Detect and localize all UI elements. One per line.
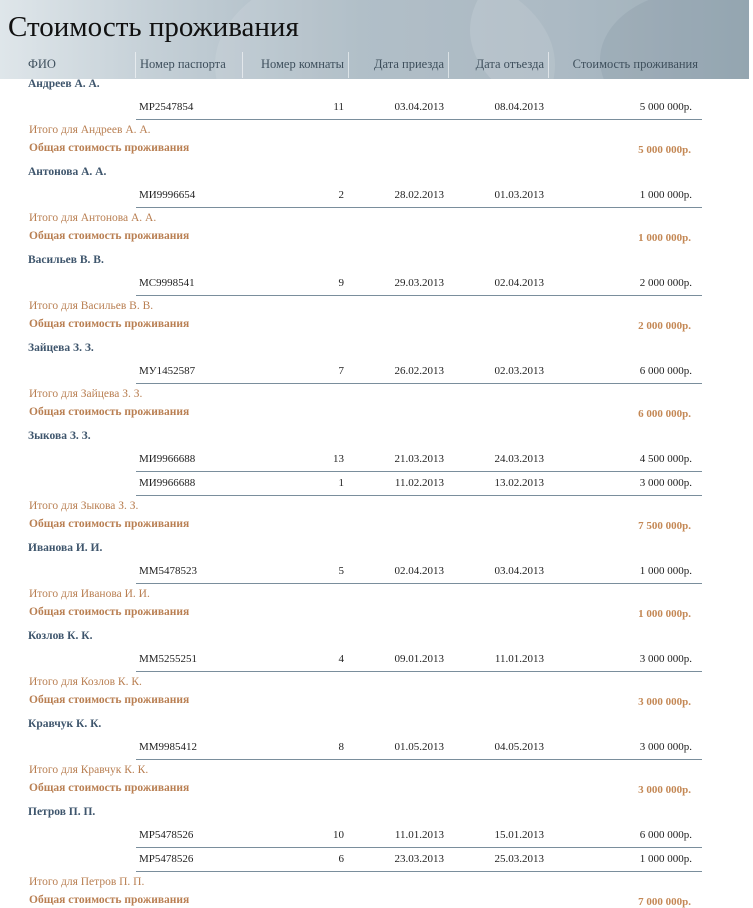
- row-divider: [136, 759, 702, 760]
- passport-number: МР2547854: [139, 101, 194, 113]
- group-summary: Итого для Андреев А. А.: [29, 124, 151, 136]
- departure-date: 24.03.2013: [494, 453, 544, 465]
- group-name: Антонова А. А.: [28, 166, 107, 178]
- total-label: Общая стоимость проживания: [29, 894, 190, 906]
- passport-number: МИ9996654: [139, 189, 196, 201]
- room-number: 4: [338, 653, 344, 665]
- arrival-date: 26.02.2013: [394, 365, 444, 377]
- group-name: Андреев А. А.: [28, 78, 100, 90]
- arrival-date: 01.05.2013: [394, 741, 444, 753]
- departure-date: 01.03.2013: [494, 189, 544, 201]
- group-total: 1 000 000р.: [638, 232, 691, 244]
- stay-cost: 4 500 000р.: [639, 453, 692, 465]
- row-divider: [136, 383, 702, 384]
- passport-number: ММ9985412: [139, 741, 198, 753]
- arrival-date: 29.03.2013: [394, 277, 444, 289]
- group-summary: Итого для Иванова И. И.: [29, 588, 150, 600]
- group-total: 3 000 000р.: [638, 784, 691, 796]
- passport-number: МУ1452587: [139, 365, 196, 377]
- column-header-row: [0, 52, 749, 78]
- stay-cost: 6 000 000р.: [639, 365, 692, 377]
- passport-number: ММ5478523: [139, 565, 198, 577]
- arrival-date: 23.03.2013: [394, 853, 444, 865]
- room-number: 2: [338, 189, 344, 201]
- room-number: 5: [338, 565, 344, 577]
- passport-number: МР5478526: [139, 853, 194, 865]
- room-number: 10: [333, 829, 344, 841]
- total-label: Общая стоимость проживания: [29, 406, 190, 418]
- arrival-date: 03.04.2013: [394, 101, 444, 113]
- room-number: 1: [338, 477, 344, 489]
- row-divider: [136, 871, 702, 872]
- group-summary: Итого для Васильев В. В.: [29, 300, 154, 312]
- column-header-cost: Стоимость проживания: [548, 52, 702, 78]
- stay-cost: 2 000 000р.: [639, 277, 692, 289]
- stay-cost: 6 000 000р.: [639, 829, 692, 841]
- departure-date: 08.04.2013: [494, 101, 544, 113]
- arrival-date: 02.04.2013: [394, 565, 444, 577]
- room-number: 8: [338, 741, 344, 753]
- room-number: 7: [338, 365, 344, 377]
- passport-number: МР5478526: [139, 829, 194, 841]
- departure-date: 02.03.2013: [494, 365, 544, 377]
- arrival-date: 11.02.2013: [394, 477, 444, 489]
- total-label: Общая стоимость проживания: [29, 606, 190, 618]
- group-summary: Итого для Петров П. П.: [29, 876, 145, 888]
- room-number: 11: [333, 101, 344, 113]
- departure-date: 02.04.2013: [494, 277, 544, 289]
- arrival-date: 09.01.2013: [394, 653, 444, 665]
- column-header-departure: Дата отъезда: [448, 52, 548, 78]
- group-name: Козлов К. К.: [28, 630, 93, 642]
- arrival-date: 11.01.2013: [394, 829, 444, 841]
- group-name: Зайцева З. З.: [28, 342, 94, 354]
- group-total: 5 000 000р.: [638, 144, 691, 156]
- column-header-arrival: Дата приезда: [348, 52, 448, 78]
- room-number: 13: [333, 453, 344, 465]
- group-summary: Итого для Козлов К. К.: [29, 676, 142, 688]
- departure-date: 03.04.2013: [494, 565, 544, 577]
- row-divider: [136, 207, 702, 208]
- stay-cost: 1 000 000р.: [639, 853, 692, 865]
- group-total: 7 500 000р.: [638, 520, 691, 532]
- stay-cost: 3 000 000р.: [639, 477, 692, 489]
- column-header-passport: Номер паспорта: [135, 52, 247, 78]
- group-name: Петров П. П.: [28, 806, 96, 818]
- group-name: Кравчук К. К.: [28, 718, 102, 730]
- room-number: 6: [338, 853, 344, 865]
- total-label: Общая стоимость проживания: [29, 318, 190, 330]
- stay-cost: 3 000 000р.: [639, 653, 692, 665]
- row-divider: [136, 671, 702, 672]
- passport-number: МС9998541: [139, 277, 195, 289]
- arrival-date: 28.02.2013: [394, 189, 444, 201]
- group-summary: Итого для Зыкова З. З.: [29, 500, 139, 512]
- total-label: Общая стоимость проживания: [29, 230, 190, 242]
- group-summary: Итого для Антонова А. А.: [29, 212, 157, 224]
- row-divider: [136, 847, 702, 848]
- group-name: Зыкова З. З.: [28, 430, 91, 442]
- stay-cost: 1 000 000р.: [639, 189, 692, 201]
- group-total: 2 000 000р.: [638, 320, 691, 332]
- group-total: 7 000 000р.: [638, 896, 691, 908]
- group-name: Иванова И. И.: [28, 542, 103, 554]
- column-header-room: Номер комнаты: [242, 52, 348, 78]
- stay-cost: 1 000 000р.: [639, 565, 692, 577]
- departure-date: 25.03.2013: [494, 853, 544, 865]
- group-summary: Итого для Кравчук К. К.: [29, 764, 149, 776]
- group-total: 3 000 000р.: [638, 696, 691, 708]
- group-summary: Итого для Зайцева З. З.: [29, 388, 143, 400]
- stay-cost: 3 000 000р.: [639, 741, 692, 753]
- departure-date: 04.05.2013: [494, 741, 544, 753]
- group-total: 6 000 000р.: [638, 408, 691, 420]
- total-label: Общая стоимость проживания: [29, 142, 190, 154]
- arrival-date: 21.03.2013: [394, 453, 444, 465]
- row-divider: [136, 471, 702, 472]
- row-divider: [136, 295, 702, 296]
- group-total: 1 000 000р.: [638, 608, 691, 620]
- passport-number: МИ9966688: [139, 453, 196, 465]
- passport-number: ММ5255251: [139, 653, 198, 665]
- row-divider: [136, 119, 702, 120]
- departure-date: 11.01.2013: [494, 653, 544, 665]
- total-label: Общая стоимость проживания: [29, 694, 190, 706]
- column-header-fio: ФИО: [28, 57, 56, 71]
- group-name: Васильев В. В.: [28, 254, 104, 266]
- departure-date: 13.02.2013: [494, 477, 544, 489]
- report-title: Стоимость проживания: [8, 11, 299, 43]
- row-divider: [136, 495, 702, 496]
- total-label: Общая стоимость проживания: [29, 518, 190, 530]
- total-label: Общая стоимость проживания: [29, 782, 190, 794]
- row-divider: [136, 583, 702, 584]
- departure-date: 15.01.2013: [494, 829, 544, 841]
- room-number: 9: [338, 277, 344, 289]
- passport-number: МИ9966688: [139, 477, 196, 489]
- stay-cost: 5 000 000р.: [639, 101, 692, 113]
- report-header: [0, 0, 749, 79]
